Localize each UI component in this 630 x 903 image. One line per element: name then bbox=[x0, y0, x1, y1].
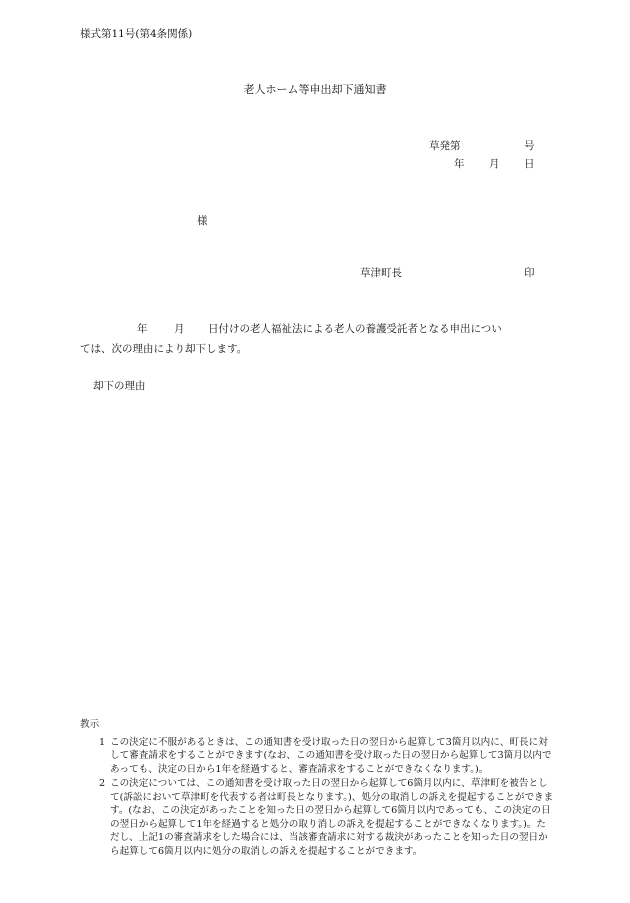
reason-heading: 却下の理由 bbox=[93, 380, 146, 392]
instruction-section bbox=[80, 718, 555, 858]
form-label: 様式第11号(第4条関係) bbox=[80, 28, 193, 40]
body-line2: ては、次の理由により却下します。 bbox=[80, 343, 248, 355]
document-title: 老人ホーム等申出却下通知書 bbox=[243, 83, 387, 96]
instruction-item-text: この決定については、この通知書を受け取った日の翌日から起算して6箇月以内に、草津町を被告として(訴訟において草津町を代表する者は町長となります。)、処分の取消しの訴えを提起することができます。(なお、この決定があったことを知った日の翌日から起算して6箇月以内であっても、この決定の日の翌日から起算して1年を経過すると処分の取り消しの訴えを提起することができなくなります。)。ただし、上記1の審査請求をした場合には、当該審査請求に対する裁決があったことを知った日の翌日から起算して6箇月以内に処分の取消しの訴えを提起することができます。 bbox=[110, 778, 554, 857]
body-month: 月 bbox=[174, 323, 185, 335]
date-day: 日 bbox=[524, 158, 535, 170]
date-year: 年 bbox=[454, 158, 465, 170]
body-line1: 日付けの老人福祉法による老人の養護受託者となる申出につい bbox=[208, 323, 502, 335]
issuer-title: 草津町長 bbox=[360, 267, 402, 279]
instruction-item-number: 1 bbox=[99, 736, 106, 748]
instruction-item-number: 2 bbox=[99, 778, 106, 789]
instruction-item-text: この決定に不服があるときは、この通知書を受け取った日の翌日から起算して3箇月以内に、町長に対して審査請求をすることができます(なお、この通知書を受け取った日の翌日から起算して3箇月以内であっても、決定の日から1年を経過すると、審査請求をすることができなくなります。)。 bbox=[110, 736, 552, 775]
addressee-suffix: 様 bbox=[197, 215, 208, 227]
date-month: 月 bbox=[489, 158, 500, 170]
instruction-item-1 bbox=[80, 736, 555, 777]
doc-number-prefix: 草発第 bbox=[429, 140, 461, 152]
instruction-item-2 bbox=[80, 777, 555, 858]
instruction-heading: 教示 bbox=[80, 719, 100, 730]
doc-number-suffix: 号 bbox=[524, 140, 535, 152]
issuer-seal: 印 bbox=[524, 267, 535, 279]
body-year: 年 bbox=[137, 323, 148, 335]
